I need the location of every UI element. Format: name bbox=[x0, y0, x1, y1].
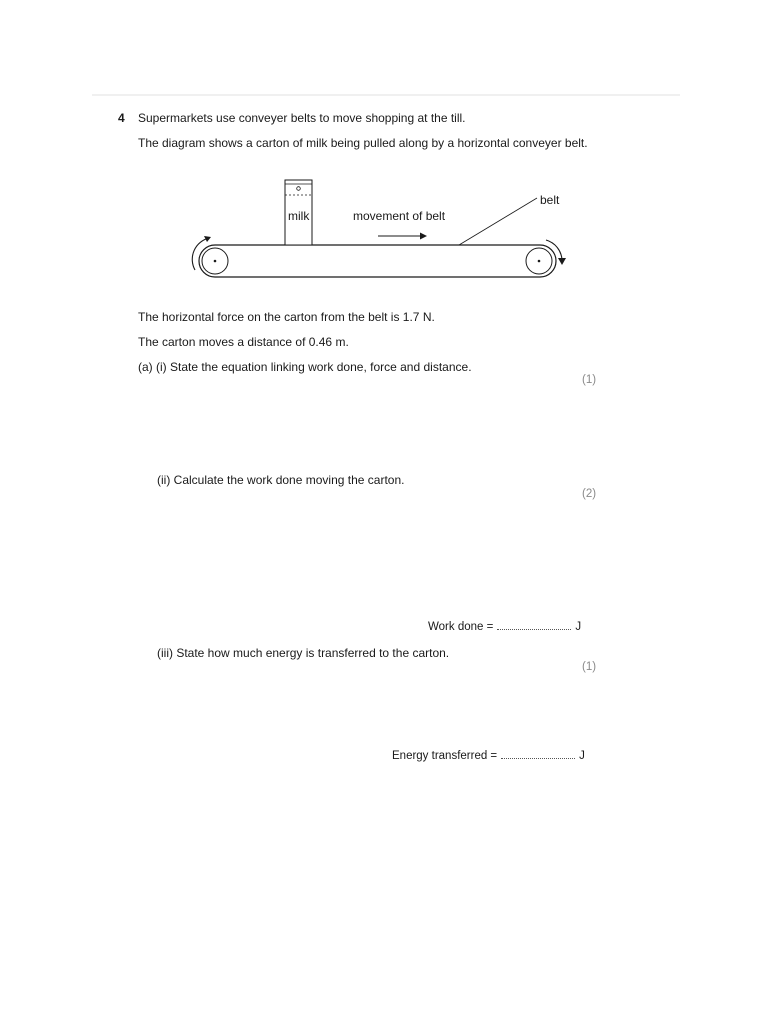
energy-transferred-answer bbox=[392, 750, 585, 762]
distance-statement: The carton moves a distance of 0.46 m. bbox=[138, 335, 349, 349]
energy-transferred-answer-space[interactable] bbox=[501, 750, 575, 759]
part-a-iii-marks: (1) bbox=[582, 661, 597, 673]
right-rotation-arrow bbox=[546, 240, 562, 260]
work-done-answer-space[interactable] bbox=[497, 621, 571, 630]
conveyor-belt-diagram bbox=[180, 170, 600, 285]
left-roller-axle bbox=[214, 260, 217, 263]
work-done-answer bbox=[428, 621, 581, 633]
work-done-label: Work done = bbox=[428, 621, 494, 633]
part-a-iii-question: (iii) State how much energy is transferred to the carton. bbox=[157, 646, 450, 660]
part-a-i-marks: (1) bbox=[582, 374, 597, 386]
intro-line-1: Supermarkets use conveyer belts to move shopping at the till. bbox=[138, 111, 466, 125]
energy-transferred-unit: J bbox=[579, 750, 585, 762]
energy-transferred-label: Energy transferred = bbox=[392, 750, 498, 762]
belt-body bbox=[199, 245, 556, 277]
work-done-unit: J bbox=[575, 621, 582, 633]
intro-line-2: The diagram shows a carton of milk being pulled along by a horizontal conveyer belt. bbox=[138, 136, 588, 150]
part-a-ii-question: (ii) Calculate the work done moving the carton. bbox=[157, 473, 405, 487]
right-roller-axle bbox=[538, 260, 541, 263]
belt-pointer-line bbox=[459, 198, 537, 245]
carton-label: milk bbox=[288, 209, 310, 223]
part-a-ii-marks: (2) bbox=[582, 488, 597, 500]
force-statement: The horizontal force on the carton from the belt is 1.7 N. bbox=[138, 310, 435, 324]
part-a-i-question: (a) (i) State the equation linking work done, force and distance. bbox=[138, 360, 472, 374]
question-number: 4 bbox=[118, 111, 125, 125]
belt-label: belt bbox=[540, 193, 560, 207]
page-top-rule bbox=[92, 94, 680, 96]
movement-label: movement of belt bbox=[353, 209, 446, 223]
